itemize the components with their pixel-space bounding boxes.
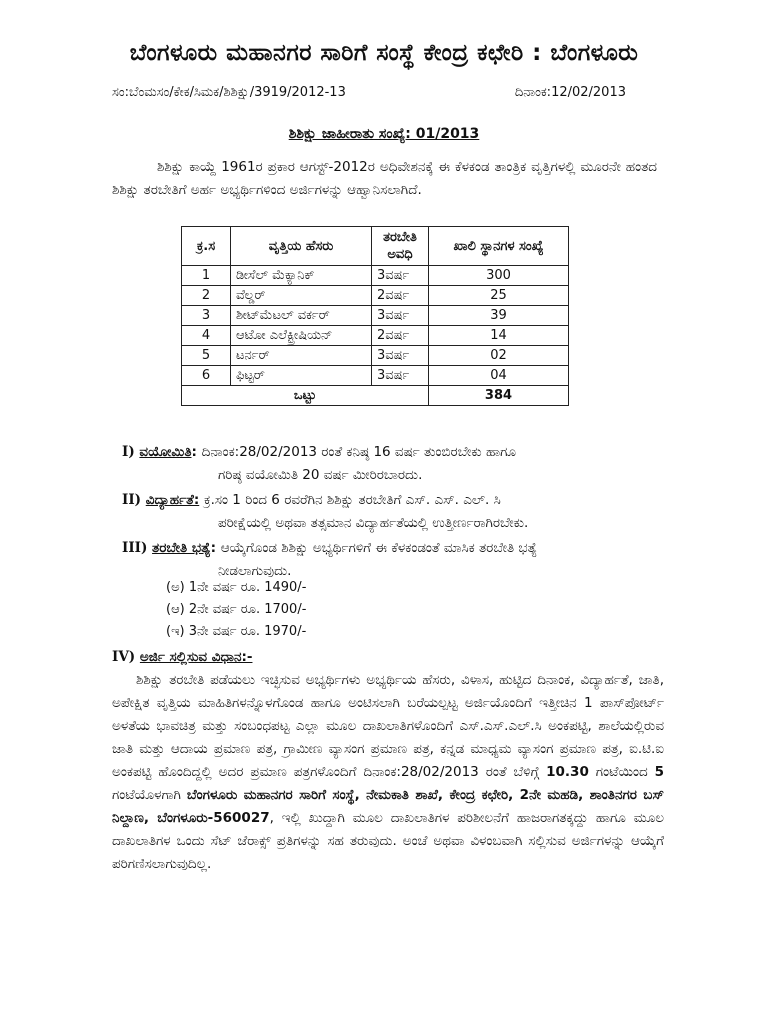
list-item: (ಅ) 1ನೇ ವರ್ಷ ರೂ. 1490/- xyxy=(166,580,307,595)
section-text: ಪರೀಕ್ಷೆಯಲ್ಲಿ ಅಥವಾ ತತ್ಸಮಾನ ವಿದ್ಯಾರ್ಹತೆಯಲ್ಲಿ ಉತ್ತೀರ್ಣರಾಗಿರಬೇಕು. xyxy=(218,515,529,531)
table-row xyxy=(182,286,569,306)
office-address: ಬೆಂಗಳೂರು ಮಹಾನಗರ ಸಾರಿಗೆ ಸಂಸ್ಥೆ, ನೇಮಕಾತಿ ಶಾಖೆ, ಕೇಂದ್ರ ಕಛೇರಿ, 2ನೇ ಮಹಡಿ, ಶಾಂತಿನಗರ ಬಸ್ ನಿಲ್ದಾಣ, ಬೆಂಗಳೂರು-560027 xyxy=(112,787,664,826)
end-time: 5 xyxy=(654,764,665,780)
total-label: ಒಟ್ಟು xyxy=(182,386,429,406)
section-heading: ಅರ್ಜಿ ಸಲ್ಲಿಸುವ ವಿಧಾನ:- xyxy=(139,649,253,665)
cell-trade: ವೆಲ್ಡರ್ xyxy=(231,286,372,306)
section-number: III) xyxy=(122,540,148,556)
header-duration: ತರಬೇತಿ ಅವಧಿ xyxy=(372,227,429,266)
cell-seats: 02 xyxy=(429,346,569,366)
table-row xyxy=(182,346,569,366)
section-text: ದಿನಾಂಕ:28/02/2013 ರಂತೆ ಕನಿಷ್ಠ 16 ವರ್ಷ ತುಂಬಿರಬೇಕು ಹಾಗೂ xyxy=(201,444,517,460)
cell-serial: 4 xyxy=(182,326,231,346)
procedure-text: ಗಂಟೆಯಿಂದ xyxy=(595,764,648,780)
cell-duration: 3ವರ್ಷ xyxy=(372,306,429,326)
cell-trade: ಶೀಟ್‌ಮೆಟಲ್ ವರ್ಕರ್ xyxy=(231,306,372,326)
section-text: ಆಯ್ಕೆಗೊಂಡ ಶಿಶಿಕ್ಷು ಅಭ್ಯರ್ಥಿಗಳಿಗೆ ಈ ಕೆಳಕಂಡಂತೆ ಮಾಸಿಕ ತರಬೇತಿ ಭತ್ಯೆ xyxy=(220,540,538,556)
header-trade: ವೃತ್ತಿಯ ಹೆಸರು xyxy=(231,227,372,266)
table-row xyxy=(182,366,569,386)
cell-trade: ಡೀಸೆಲ್ ಮೆಕ್ಯಾನಿಕ್ xyxy=(231,266,372,286)
cell-serial: 6 xyxy=(182,366,231,386)
notification-title: ಶಿಶಿಕ್ಷು ಜಾಹೀರಾತು ಸಂಖ್ಯೆ: 01/2013 xyxy=(288,126,480,142)
cell-trade: ಆಟೋ ಎಲೆಕ್ಟ್ರೀಷಿಯನ್ xyxy=(231,326,372,346)
cell-seats: 14 xyxy=(429,326,569,346)
cell-serial: 2 xyxy=(182,286,231,306)
cell-duration: 3ವರ್ಷ xyxy=(372,366,429,386)
cell-serial: 1 xyxy=(182,266,231,286)
cell-seats: 04 xyxy=(429,366,569,386)
table-row xyxy=(182,266,569,286)
cell-duration: 2ವರ್ಷ xyxy=(372,286,429,306)
vacancy-table xyxy=(181,226,569,406)
header-serial: ಕ್ರ.ಸ xyxy=(182,227,231,266)
cell-duration: 3ವರ್ಷ xyxy=(372,346,429,366)
section-text: ನೀಡಲಾಗುವುದು. xyxy=(218,563,292,579)
cell-duration: 3ವರ್ಷ xyxy=(372,266,429,286)
start-time: 10.30 xyxy=(546,764,589,780)
total-value: 384 xyxy=(429,386,569,406)
table-row xyxy=(182,306,569,326)
section-heading: ತರಬೇತಿ ಭತ್ಯೆ xyxy=(152,540,211,556)
intro-paragraph: ಶಿಶಿಕ್ಷು ಕಾಯ್ದೆ 1961ರ ಪ್ರಕಾರ ಆಗಸ್ಟ್-2012ರ ಅಧಿವೇಶನಕ್ಕೆ ಈ ಕೆಳಕಂಡ ತಾಂತ್ರಿಕ ವೃತ್ತಿಗಳಲ್ಲಿ ಮೂರನೇ ಹಂತದ ಶಿಶಿಕ್ಷು ತರಬೇತಿಗೆ ಅರ್ಹ ಅಭ್ಯರ್ಥಿಗಳಿಂದ ಅರ್ಜಿಗಳನ್ನು ಆಹ್ವಾನಿಸಲಾಗಿದೆ. xyxy=(112,159,657,198)
table-total-row xyxy=(182,386,569,406)
table-header-row xyxy=(182,227,569,266)
header-seats: ಖಾಲಿ ಸ್ಥಾನಗಳ ಸಂಖ್ಯೆ xyxy=(429,227,569,266)
section-stipend: III) ತರಬೇತಿ ಭತ್ಯೆ: ಆಯ್ಕೆಗೊಂಡ ಶಿಶಿಕ್ಷು ಅಭ್ಯರ್ಥಿಗಳಿಗೆ ಈ ಕೆಳಕಂಡಂತೆ ಮಾಸಿಕ ತರಬೇತಿ ಭತ್ಯೆ ನೀಡಲಾಗುವುದು. xyxy=(122,537,662,583)
section-number: II) xyxy=(122,492,142,508)
section-age-limit: I) ವಯೋಮಿತಿ: ದಿನಾಂಕ:28/02/2013 ರಂತೆ ಕನಿಷ್ಠ 16 ವರ್ಷ ತುಂಬಿರಬೇಕು ಹಾಗೂ ಗರಿಷ್ಠ ವಯೋಮಿತಿ 20 ವರ್ಷ ಮೀರಿರಬಾರದು. xyxy=(122,441,662,487)
cell-serial: 5 xyxy=(182,346,231,366)
section-text: ಕ್ರ.ಸಂ 1 ರಿಂದ 6 ರವರೆಗಿನ ಶಿಶಿಕ್ಷು ತರಬೇತಿಗೆ ಎಸ್. ಎಸ್. ಎಲ್. ಸಿ xyxy=(203,492,501,508)
application-procedure-text xyxy=(112,669,664,876)
reference-number: ಸಂ:ಬೆಂಮಸಂ/ಕೇಕ/ಸಿಮಕ/ಶಿಶಿಕ್ಷು/3919/2012-13 xyxy=(112,85,346,100)
cell-seats: 300 xyxy=(429,266,569,286)
organization-title: ಬೆಂಗಳೂರು ಮಹಾನಗರ ಸಾರಿಗೆ ಸಂಸ್ಥೆ ಕೇಂದ್ರ ಕಛೇರಿ : ಬೆಂಗಳೂರು xyxy=(129,40,639,66)
cell-trade: ಫಿಟ್ಟರ್ xyxy=(231,366,372,386)
cell-serial: 3 xyxy=(182,306,231,326)
stipend-list xyxy=(166,577,306,643)
section-number: I) xyxy=(122,444,135,460)
list-item: (ಆ) 2ನೇ ವರ್ಷ ರೂ. 1700/- xyxy=(166,602,307,617)
cell-duration: 2ವರ್ಷ xyxy=(372,326,429,346)
section-qualification xyxy=(122,489,662,535)
section-number: IV) xyxy=(112,649,136,665)
cell-trade: ಟರ್ನರ್ xyxy=(231,346,372,366)
procedure-text: ಶಿಶಿಕ್ಷು ತರಬೇತಿ ಪಡೆಯಲು ಇಚ್ಛಿಸುವ ಅಭ್ಯರ್ಥಿಗಳು ಅಭ್ಯರ್ಥಿಯ ಹೆಸರು, ವಿಳಾಸ, ಹುಟ್ಟಿದ ದಿನಾಂಕ, ವಿದ್ಯಾರ್ಹತೆ, ಜಾತಿ, ಅಪೇಕ್ಷಿತ ವೃತ್ತಿಯ ಮಾಹಿತಿಗಳನ್ನೊಳಗೊಂಡ ಹಾಗೂ ಅಂಟಿಸಲಾಗಿ ಬರೆಯಲ್ಪಟ್ಟ ಅರ್ಜಿಯೊಂದಿಗೆ ಇತ್ತೀಚಿನ 1 ಪಾಸ್‌ಪೋರ್ಟ್ ಅಳತೆಯ ಭಾವಚಿತ್ರ ಮತ್ತು ಸಂಬಂಧಪಟ್ಟ ಎಲ್ಲಾ ಮೂಲ ದಾಖಲಾತಿಗಳೊಂದಿಗೆ ಎಸ್.ಎಸ್.ಎಲ್.ಸಿ ಅಂಕಪಟ್ಟಿ, ಶಾಲೆಯಲ್ಲಿರುವ ಜಾತಿ ಮತ್ತು ಆದಾಯ ಪ್ರಮಾಣ ಪತ್ರ, ಗ್ರಾಮೀಣ ವ್ಯಾಸಂಗ ಪ್ರಮಾಣ ಪತ್ರ, ಕನ್ನಡ ಮಾಧ್ಯಮ ವ್ಯಾಸಂಗ ಪ್ರಮಾಣ ಪತ್ರ, ಐ.ಟಿ.ಐ ಅಂಕಪಟ್ಟಿ ಹೊಂದಿದ್ದಲ್ಲಿ ಅದರ ಪ್ರಮಾಣ ಪತ್ರಗಳೊಂದಿಗೆ ದಿನಾಂಕ:28/02/2013 ರಂತೆ ಬೆಳಿಗ್ಗೆ xyxy=(112,672,664,780)
cell-seats: 25 xyxy=(429,286,569,306)
procedure-text: , ಇಲ್ಲಿ ಖುದ್ದಾಗಿ ಮೂಲ ದಾಖಲಾತಿಗಳ ಪರಿಶೀಲನೆಗೆ ಹಾಜರಾಗತಕ್ಕದ್ದು ಹಾಗೂ ಮೂಲ ದಾಖಲಾತಿಗಳ ಒಂದು ಸೆಟ್ ಜೆರಾಕ್ಸ್ ಪ್ರತಿಗಳನ್ನು ಸಹ ತರುವುದು. ಅಂಚೆ ಅಥವಾ ವಿಳಂಬವಾಗಿ ಸಲ್ಲಿಸುವ ಅರ್ಜಿಗಳನ್ನು ಆಯ್ಕೆಗೆ ಪರಿಗಣಿಸಲಾಗುವುದಿಲ್ಲ. xyxy=(112,810,664,872)
procedure-text: ಗಂಟೆಯೊಳಗಾಗಿ xyxy=(112,787,181,803)
list-item: (ಇ) 3ನೇ ವರ್ಷ ರೂ. 1970/- xyxy=(166,624,307,639)
document-date: ದಿನಾಂಕ:12/02/2013 xyxy=(514,85,626,100)
section-heading: ವಿದ್ಯಾರ್ಹತೆ: xyxy=(145,492,200,508)
section-text: ಗರಿಷ್ಠ ವಯೋಮಿತಿ 20 ವರ್ಷ ಮೀರಿರಬಾರದು. xyxy=(218,467,423,483)
section-application-procedure xyxy=(112,646,652,669)
section-heading: ವಯೋಮಿತಿ xyxy=(139,444,192,460)
cell-seats: 39 xyxy=(429,306,569,326)
table-row xyxy=(182,326,569,346)
